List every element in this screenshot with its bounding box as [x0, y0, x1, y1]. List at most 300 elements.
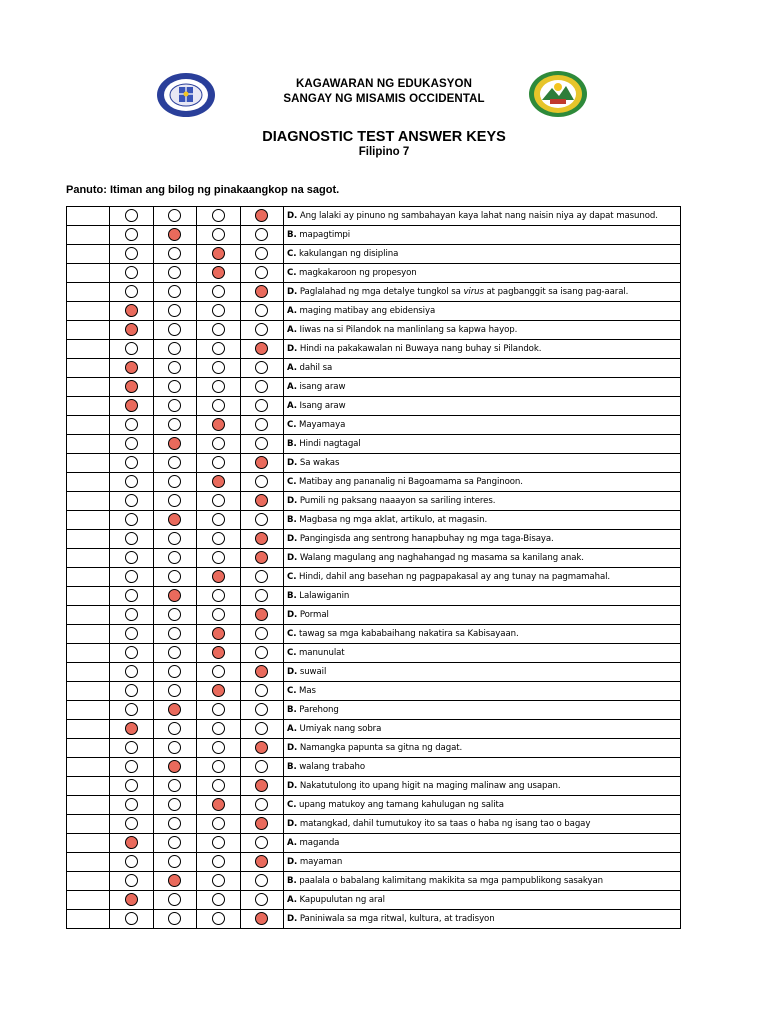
- answer-row: [67, 454, 681, 473]
- empty-bubble-icon[interactable]: [212, 912, 225, 925]
- filled-bubble-icon[interactable]: [125, 399, 138, 412]
- answer-letter: D.: [287, 743, 298, 753]
- empty-bubble-icon[interactable]: [125, 570, 138, 583]
- option-cell-d: [240, 587, 284, 606]
- empty-bubble-icon[interactable]: [168, 836, 181, 849]
- empty-bubble-icon[interactable]: [212, 665, 225, 678]
- answer-text-cell: [284, 283, 681, 302]
- option-cell-b: [153, 853, 197, 872]
- empty-bubble-icon[interactable]: [125, 760, 138, 773]
- empty-bubble-icon[interactable]: [212, 855, 225, 868]
- answer-text-cell: [284, 739, 681, 758]
- option-cell-a: [110, 853, 154, 872]
- empty-bubble-icon[interactable]: [255, 646, 268, 659]
- answer-letter: D.: [287, 819, 298, 829]
- empty-bubble-icon[interactable]: [125, 494, 138, 507]
- item-number-cell: [67, 720, 110, 739]
- empty-bubble-icon[interactable]: [125, 228, 138, 241]
- item-number-cell: [67, 245, 110, 264]
- empty-bubble-icon[interactable]: [125, 285, 138, 298]
- empty-bubble-icon[interactable]: [125, 817, 138, 830]
- empty-bubble-icon[interactable]: [168, 570, 181, 583]
- option-cell-b: [153, 701, 197, 720]
- option-cell-c: [197, 245, 241, 264]
- filled-bubble-icon[interactable]: [168, 513, 181, 526]
- empty-bubble-icon[interactable]: [255, 437, 268, 450]
- filled-bubble-icon[interactable]: [255, 532, 268, 545]
- answer-row: [67, 530, 681, 549]
- answer-letter: A.: [287, 382, 297, 392]
- answer-text-cell: [284, 777, 681, 796]
- empty-bubble-icon[interactable]: [125, 703, 138, 716]
- answer-letter: B.: [287, 230, 297, 240]
- option-cell-c: [197, 853, 241, 872]
- answer-text: mayaman: [297, 857, 343, 867]
- option-cell-a: [110, 454, 154, 473]
- empty-bubble-icon[interactable]: [168, 342, 181, 355]
- answer-text-cell: [284, 910, 681, 929]
- filled-bubble-icon[interactable]: [255, 285, 268, 298]
- filled-bubble-icon[interactable]: [168, 589, 181, 602]
- filled-bubble-icon[interactable]: [255, 912, 268, 925]
- filled-bubble-icon[interactable]: [212, 570, 225, 583]
- empty-bubble-icon[interactable]: [168, 722, 181, 735]
- option-cell-b: [153, 283, 197, 302]
- empty-bubble-icon[interactable]: [212, 209, 225, 222]
- empty-bubble-icon[interactable]: [255, 627, 268, 640]
- empty-bubble-icon[interactable]: [212, 323, 225, 336]
- empty-bubble-icon[interactable]: [255, 570, 268, 583]
- answer-letter: B.: [287, 876, 297, 886]
- empty-bubble-icon[interactable]: [212, 532, 225, 545]
- empty-bubble-icon[interactable]: [212, 741, 225, 754]
- empty-bubble-icon[interactable]: [212, 779, 225, 792]
- filled-bubble-icon[interactable]: [255, 209, 268, 222]
- option-cell-d: [240, 796, 284, 815]
- empty-bubble-icon[interactable]: [212, 456, 225, 469]
- option-cell-c: [197, 549, 241, 568]
- empty-bubble-icon[interactable]: [212, 836, 225, 849]
- empty-bubble-icon[interactable]: [212, 228, 225, 241]
- answer-row: [67, 644, 681, 663]
- answer-row: [67, 492, 681, 511]
- answer-text-cell: [284, 397, 681, 416]
- empty-bubble-icon[interactable]: [212, 722, 225, 735]
- empty-bubble-icon[interactable]: [125, 779, 138, 792]
- option-cell-b: [153, 264, 197, 283]
- option-cell-d: [240, 454, 284, 473]
- answer-letter: C.: [287, 648, 297, 658]
- option-cell-a: [110, 796, 154, 815]
- item-number-cell: [67, 321, 110, 340]
- option-cell-b: [153, 207, 197, 226]
- empty-bubble-icon[interactable]: [255, 228, 268, 241]
- filled-bubble-icon[interactable]: [168, 228, 181, 241]
- empty-bubble-icon[interactable]: [212, 285, 225, 298]
- option-cell-c: [197, 872, 241, 891]
- option-cell-a: [110, 701, 154, 720]
- option-cell-d: [240, 473, 284, 492]
- empty-bubble-icon[interactable]: [125, 627, 138, 640]
- empty-bubble-icon[interactable]: [255, 323, 268, 336]
- empty-bubble-icon[interactable]: [125, 608, 138, 621]
- empty-bubble-icon[interactable]: [125, 475, 138, 488]
- empty-bubble-icon[interactable]: [168, 551, 181, 564]
- item-number-cell: [67, 891, 110, 910]
- item-number-cell: [67, 834, 110, 853]
- filled-bubble-icon[interactable]: [212, 798, 225, 811]
- option-cell-a: [110, 473, 154, 492]
- filled-bubble-icon[interactable]: [255, 855, 268, 868]
- option-cell-b: [153, 796, 197, 815]
- option-cell-c: [197, 720, 241, 739]
- answer-text: tawag sa mga kababaihang nakatira sa Kabisayaan.: [296, 629, 519, 639]
- item-number-cell: [67, 207, 110, 226]
- empty-bubble-icon[interactable]: [212, 551, 225, 564]
- empty-bubble-icon[interactable]: [125, 551, 138, 564]
- option-cell-b: [153, 416, 197, 435]
- empty-bubble-icon[interactable]: [212, 361, 225, 374]
- empty-bubble-icon[interactable]: [212, 760, 225, 773]
- empty-bubble-icon[interactable]: [168, 608, 181, 621]
- answer-text: Pangingisda ang sentrong hanapbuhay ng mga taga-Bisaya.: [297, 534, 554, 544]
- option-cell-c: [197, 777, 241, 796]
- empty-bubble-icon[interactable]: [255, 798, 268, 811]
- empty-bubble-icon[interactable]: [168, 665, 181, 678]
- answer-text: Pumili ng paksang naaayon sa sariling interes.: [297, 496, 496, 506]
- empty-bubble-icon[interactable]: [125, 798, 138, 811]
- answer-letter: C.: [287, 420, 297, 430]
- answer-text: Matibay ang pananalig ni Bagoamama sa Panginoon.: [296, 477, 523, 487]
- empty-bubble-icon[interactable]: [168, 646, 181, 659]
- option-cell-c: [197, 606, 241, 625]
- empty-bubble-icon[interactable]: [125, 741, 138, 754]
- answer-letter: A.: [287, 724, 297, 734]
- filled-bubble-icon[interactable]: [212, 247, 225, 260]
- empty-bubble-icon[interactable]: [168, 893, 181, 906]
- filled-bubble-icon[interactable]: [255, 342, 268, 355]
- answer-text-cell: [284, 207, 681, 226]
- option-cell-d: [240, 397, 284, 416]
- empty-bubble-icon[interactable]: [168, 304, 181, 317]
- empty-bubble-icon[interactable]: [125, 646, 138, 659]
- option-cell-c: [197, 473, 241, 492]
- answer-row: [67, 302, 681, 321]
- empty-bubble-icon[interactable]: [125, 855, 138, 868]
- option-cell-c: [197, 568, 241, 587]
- empty-bubble-icon[interactable]: [168, 684, 181, 697]
- empty-bubble-icon[interactable]: [255, 475, 268, 488]
- empty-bubble-icon[interactable]: [255, 836, 268, 849]
- empty-bubble-icon[interactable]: [255, 266, 268, 279]
- empty-bubble-icon[interactable]: [125, 266, 138, 279]
- empty-bubble-icon[interactable]: [125, 912, 138, 925]
- option-cell-d: [240, 758, 284, 777]
- item-number-cell: [67, 492, 110, 511]
- empty-bubble-icon[interactable]: [212, 380, 225, 393]
- option-cell-c: [197, 226, 241, 245]
- empty-bubble-icon[interactable]: [255, 361, 268, 374]
- filled-bubble-icon[interactable]: [212, 475, 225, 488]
- empty-bubble-icon[interactable]: [212, 399, 225, 412]
- answer-letter: C.: [287, 268, 297, 278]
- filled-bubble-icon[interactable]: [125, 893, 138, 906]
- answer-row: [67, 207, 681, 226]
- answer-row: [67, 549, 681, 568]
- empty-bubble-icon[interactable]: [168, 798, 181, 811]
- answer-text: Paniniwala sa mga ritwal, kultura, at tradisyon: [297, 914, 495, 924]
- answer-text: Magbasa ng mga aklat, artikulo, at magasin.: [296, 515, 488, 525]
- answer-row: [67, 720, 681, 739]
- option-cell-d: [240, 435, 284, 454]
- answer-letter: D.: [287, 610, 298, 620]
- answer-letter: C.: [287, 800, 297, 810]
- filled-bubble-icon[interactable]: [212, 418, 225, 431]
- filled-bubble-icon[interactable]: [168, 703, 181, 716]
- empty-bubble-icon[interactable]: [255, 589, 268, 602]
- empty-bubble-icon[interactable]: [168, 475, 181, 488]
- empty-bubble-icon[interactable]: [212, 494, 225, 507]
- option-cell-a: [110, 340, 154, 359]
- filled-bubble-icon[interactable]: [212, 266, 225, 279]
- filled-bubble-icon[interactable]: [125, 836, 138, 849]
- empty-bubble-icon[interactable]: [168, 323, 181, 336]
- item-number-cell: [67, 663, 110, 682]
- empty-bubble-icon[interactable]: [212, 589, 225, 602]
- empty-bubble-icon[interactable]: [255, 874, 268, 887]
- answer-letter: B.: [287, 705, 297, 715]
- filled-bubble-icon[interactable]: [255, 665, 268, 678]
- option-cell-d: [240, 416, 284, 435]
- option-cell-a: [110, 815, 154, 834]
- option-cell-a: [110, 283, 154, 302]
- filled-bubble-icon[interactable]: [125, 380, 138, 393]
- option-cell-d: [240, 644, 284, 663]
- filled-bubble-icon[interactable]: [168, 437, 181, 450]
- filled-bubble-icon[interactable]: [125, 304, 138, 317]
- empty-bubble-icon[interactable]: [255, 684, 268, 697]
- empty-bubble-icon[interactable]: [125, 418, 138, 431]
- empty-bubble-icon[interactable]: [255, 399, 268, 412]
- answer-text: maging matibay ang ebidensiya: [296, 306, 436, 316]
- empty-bubble-icon[interactable]: [212, 893, 225, 906]
- option-cell-a: [110, 416, 154, 435]
- option-cell-d: [240, 302, 284, 321]
- empty-bubble-icon[interactable]: [168, 266, 181, 279]
- answer-letter: A.: [287, 401, 297, 411]
- option-cell-a: [110, 397, 154, 416]
- answer-row: [67, 283, 681, 302]
- empty-bubble-icon[interactable]: [125, 532, 138, 545]
- empty-bubble-icon[interactable]: [168, 361, 181, 374]
- page-subtitle: Filipino 7: [358, 146, 410, 158]
- option-cell-d: [240, 321, 284, 340]
- filled-bubble-icon[interactable]: [125, 361, 138, 374]
- answer-row: [67, 625, 681, 644]
- option-cell-c: [197, 492, 241, 511]
- empty-bubble-icon[interactable]: [212, 513, 225, 526]
- filled-bubble-icon[interactable]: [168, 760, 181, 773]
- answer-row: [67, 796, 681, 815]
- empty-bubble-icon[interactable]: [168, 285, 181, 298]
- option-cell-b: [153, 663, 197, 682]
- empty-bubble-icon[interactable]: [255, 380, 268, 393]
- option-cell-c: [197, 283, 241, 302]
- item-number-cell: [67, 530, 110, 549]
- empty-bubble-icon[interactable]: [255, 760, 268, 773]
- empty-bubble-icon[interactable]: [168, 627, 181, 640]
- option-cell-b: [153, 549, 197, 568]
- option-cell-d: [240, 283, 284, 302]
- answer-text-cell: [284, 473, 681, 492]
- empty-bubble-icon[interactable]: [212, 304, 225, 317]
- option-cell-c: [197, 739, 241, 758]
- option-cell-a: [110, 758, 154, 777]
- answer-letter: A.: [287, 838, 297, 848]
- empty-bubble-icon[interactable]: [212, 817, 225, 830]
- option-cell-d: [240, 777, 284, 796]
- empty-bubble-icon[interactable]: [255, 304, 268, 317]
- answer-text: Nakatutulong ito upang higit na maging malinaw ang usapan.: [297, 781, 561, 791]
- option-cell-c: [197, 701, 241, 720]
- empty-bubble-icon[interactable]: [168, 209, 181, 222]
- filled-bubble-icon[interactable]: [212, 646, 225, 659]
- empty-bubble-icon[interactable]: [212, 874, 225, 887]
- filled-bubble-icon[interactable]: [255, 551, 268, 564]
- option-cell-a: [110, 777, 154, 796]
- option-cell-a: [110, 207, 154, 226]
- answer-letter: A.: [287, 306, 297, 316]
- option-cell-b: [153, 473, 197, 492]
- option-cell-c: [197, 625, 241, 644]
- filled-bubble-icon[interactable]: [255, 741, 268, 754]
- empty-bubble-icon[interactable]: [255, 513, 268, 526]
- option-cell-a: [110, 587, 154, 606]
- answer-letter: C.: [287, 686, 297, 696]
- answer-text: Namangka papunta sa gitna ng dagat.: [297, 743, 463, 753]
- item-number-cell: [67, 340, 110, 359]
- empty-bubble-icon[interactable]: [212, 703, 225, 716]
- empty-bubble-icon[interactable]: [255, 418, 268, 431]
- empty-bubble-icon[interactable]: [125, 513, 138, 526]
- answer-text: mapagtimpi: [296, 230, 351, 240]
- filled-bubble-icon[interactable]: [212, 627, 225, 640]
- empty-bubble-icon[interactable]: [168, 494, 181, 507]
- filled-bubble-icon[interactable]: [255, 608, 268, 621]
- answer-row: [67, 226, 681, 245]
- empty-bubble-icon[interactable]: [168, 912, 181, 925]
- empty-bubble-icon[interactable]: [168, 855, 181, 868]
- option-cell-a: [110, 720, 154, 739]
- answer-letter: C.: [287, 572, 297, 582]
- option-cell-c: [197, 435, 241, 454]
- empty-bubble-icon[interactable]: [168, 380, 181, 393]
- empty-bubble-icon[interactable]: [125, 589, 138, 602]
- filled-bubble-icon[interactable]: [255, 456, 268, 469]
- option-cell-d: [240, 549, 284, 568]
- filled-bubble-icon[interactable]: [168, 874, 181, 887]
- option-cell-a: [110, 625, 154, 644]
- option-cell-c: [197, 321, 241, 340]
- filled-bubble-icon[interactable]: [255, 779, 268, 792]
- option-cell-d: [240, 606, 284, 625]
- empty-bubble-icon[interactable]: [125, 684, 138, 697]
- empty-bubble-icon[interactable]: [125, 456, 138, 469]
- option-cell-c: [197, 416, 241, 435]
- filled-bubble-icon[interactable]: [212, 684, 225, 697]
- item-number-cell: [67, 910, 110, 929]
- answer-letter: D.: [287, 287, 298, 297]
- option-cell-d: [240, 739, 284, 758]
- answer-text-cell: [284, 568, 681, 587]
- empty-bubble-icon[interactable]: [168, 817, 181, 830]
- item-number-cell: [67, 283, 110, 302]
- empty-bubble-icon[interactable]: [212, 437, 225, 450]
- filled-bubble-icon[interactable]: [125, 323, 138, 336]
- empty-bubble-icon[interactable]: [168, 247, 181, 260]
- empty-bubble-icon[interactable]: [255, 703, 268, 716]
- empty-bubble-icon[interactable]: [255, 722, 268, 735]
- filled-bubble-icon[interactable]: [255, 817, 268, 830]
- item-number-cell: [67, 644, 110, 663]
- option-cell-b: [153, 302, 197, 321]
- answer-letter: D.: [287, 553, 298, 563]
- empty-bubble-icon[interactable]: [255, 893, 268, 906]
- filled-bubble-icon[interactable]: [255, 494, 268, 507]
- empty-bubble-icon[interactable]: [125, 342, 138, 355]
- empty-bubble-icon[interactable]: [125, 874, 138, 887]
- option-cell-b: [153, 644, 197, 663]
- item-number-cell: [67, 587, 110, 606]
- option-cell-c: [197, 663, 241, 682]
- option-cell-c: [197, 910, 241, 929]
- empty-bubble-icon[interactable]: [255, 247, 268, 260]
- empty-bubble-icon[interactable]: [125, 437, 138, 450]
- answer-letter: B.: [287, 591, 297, 601]
- option-cell-d: [240, 226, 284, 245]
- empty-bubble-icon[interactable]: [168, 532, 181, 545]
- answer-row: [67, 834, 681, 853]
- answer-row: [67, 739, 681, 758]
- item-number-cell: [67, 777, 110, 796]
- option-cell-a: [110, 264, 154, 283]
- answer-letter: D.: [287, 857, 298, 867]
- empty-bubble-icon[interactable]: [168, 779, 181, 792]
- empty-bubble-icon[interactable]: [168, 741, 181, 754]
- answer-text-cell: [284, 245, 681, 264]
- empty-bubble-icon[interactable]: [168, 456, 181, 469]
- empty-bubble-icon[interactable]: [212, 342, 225, 355]
- answer-key-table: [66, 206, 681, 929]
- empty-bubble-icon[interactable]: [125, 209, 138, 222]
- empty-bubble-icon[interactable]: [125, 247, 138, 260]
- option-cell-a: [110, 663, 154, 682]
- empty-bubble-icon[interactable]: [168, 399, 181, 412]
- empty-bubble-icon[interactable]: [168, 418, 181, 431]
- answer-row: [67, 435, 681, 454]
- filled-bubble-icon[interactable]: [125, 722, 138, 735]
- option-cell-a: [110, 872, 154, 891]
- answer-row: [67, 682, 681, 701]
- option-cell-b: [153, 530, 197, 549]
- answer-text: dahil sa: [296, 363, 333, 373]
- answer-text: Walang magulang ang naghahangad ng masama sa kanilang anak.: [297, 553, 584, 563]
- empty-bubble-icon[interactable]: [212, 608, 225, 621]
- option-cell-c: [197, 815, 241, 834]
- empty-bubble-icon[interactable]: [125, 665, 138, 678]
- answer-text-cell: [284, 625, 681, 644]
- answer-text-cell: [284, 644, 681, 663]
